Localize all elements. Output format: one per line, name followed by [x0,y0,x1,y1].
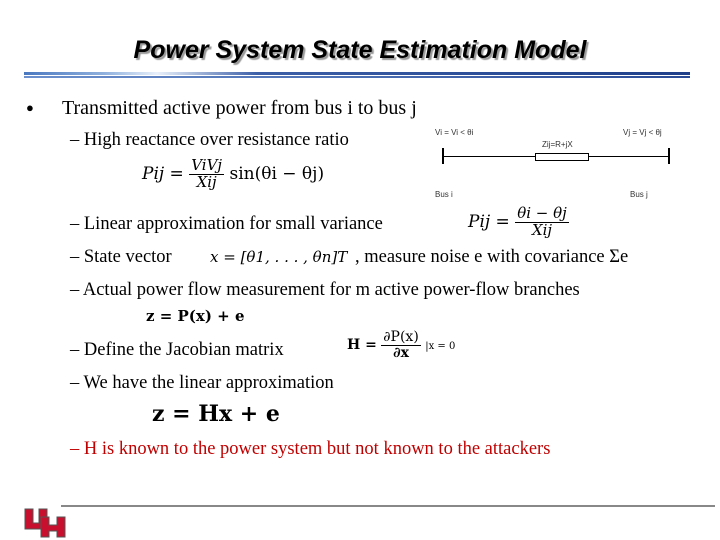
item-reactance: – High reactance over resistance ratio [70,130,349,150]
noise-text: , measure noise e with covariance Σe [355,247,629,267]
bus-diagram: Vi = Vi < θi Vj = Vj < θj Zij=R+jX Bus i Bus j [435,128,675,203]
power-flow-equation: Pij = $\frac{\text{ViVj}}{\text{Xij}}$ sin(θi − θj) [142,156,325,191]
uh-logo [24,508,68,538]
state-vector-equation: x = [θ1, . . . , θn]T [210,248,348,266]
jacobian-equation: H = $\frac{\partial P(x)}{\partial x}$ |x = 0 [347,329,456,361]
item-linear: – Linear approximation for small variance [70,214,383,234]
item-state-vector: – State vector [70,247,172,267]
item-jacobian: – Define the Jacobian matrix [70,340,284,360]
item-measurement: – Actual power flow measurement for m active power-flow branches [70,280,580,300]
linear-model-equation: z = Hx + e [152,401,280,427]
title-rule-lower [24,76,690,78]
bullet-icon: ● [26,100,34,115]
main-bullet: Transmitted active power from bus i to bus j [62,97,417,119]
footer-rule [61,505,715,507]
item-attackers: – H is known to the power system but not known to the attackers [70,439,551,459]
measurement-equation: z = P(x) + e [146,307,245,325]
linear-power-equation: Pij = $\frac{\theta i - \theta j}{\text{Xij}}$ [468,204,567,239]
slide-title: Power System State Estimation Model [133,36,587,64]
title-rule [24,72,690,75]
item-linear-approx: – We have the linear approximation [70,373,334,393]
